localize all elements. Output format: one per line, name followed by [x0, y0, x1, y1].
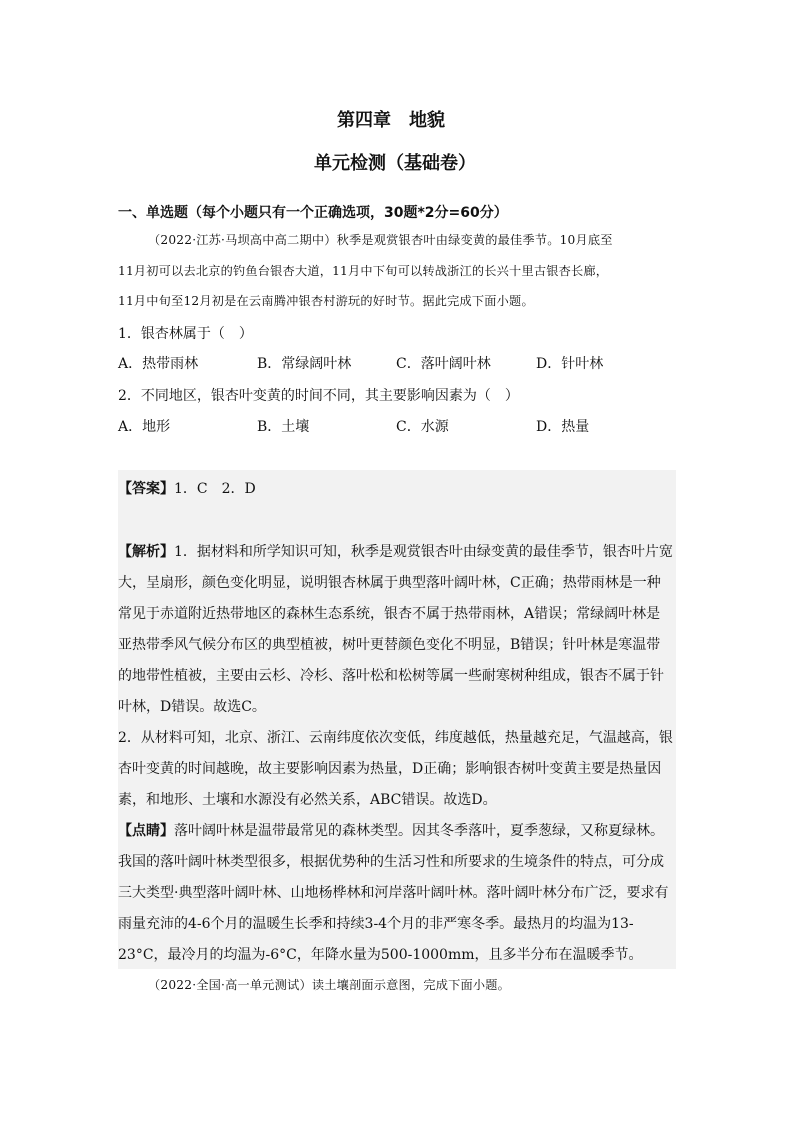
option-b: B．土壤 [257, 419, 310, 435]
analysis-text: 1．据材料和所学知识可知，秋季是观赏银杏叶由绿变黄的最佳季节，银杏叶片宽 [174, 544, 673, 560]
analysis-line: 的地带性植被，主要由云杉、冷杉、落叶松和松树等属一些耐寒树种组成，银杏不属于针 [118, 668, 664, 684]
analysis-line: 大，呈扇形，颜色变化明显，说明银杏林属于典型落叶阔叶林，C正确；热带雨林是一种 [118, 575, 661, 591]
section-heading: 一、单选题（每个小题只有一个正确选项，30题*2分=60分） [118, 205, 508, 221]
chapter-title: 第四章 地貌 [337, 110, 445, 131]
option-a: A．热带雨林 [118, 356, 199, 372]
analysis-line: 素，和地形、土壤和水源没有必然关系，ABC错误。故选D。 [118, 792, 497, 808]
option-a: A．地形 [118, 419, 171, 435]
option-c: C．落叶阔叶林 [396, 356, 491, 372]
analysis-line: 2．从材料可知，北京、浙江、云南纬度依次变低，纬度越低，热量越充足，气温越高，银 [118, 730, 673, 746]
dianjing-line: 三大类型·典型落叶阔叶林、山地杨桦林和河岸落叶阔叶林。落叶阔叶林分布广泛，要求有 [118, 885, 669, 901]
dianjing-line: 我国的落叶阔叶林类型很多，根据优势种的生活习性和所要求的生境条件的特点，可分成 [118, 854, 664, 870]
dianjing-tag: 【点睛】 [118, 823, 174, 839]
material-line: 11月中旬至12月初是在云南腾冲银杏村游玩的好时节。据此完成下面小题。 [118, 294, 534, 308]
option-c: C．水源 [396, 419, 449, 435]
analysis-tag: 【解析】 [118, 544, 174, 560]
material-line: （2022·江苏·马坝高中高二期中）秋季是观赏银杏叶由绿变黄的最佳季节。10月底至 [148, 233, 613, 247]
dianjing-line: 23°C，最冷月的均温为-6°C，年降水量为500-1000mm，且多半分布在温暖季节。 [118, 947, 643, 963]
answer-tag: 【答案】 [118, 481, 174, 497]
material2-line: （2022·全国·高一单元测试）读土壤剖面示意图，完成下面小题。 [148, 978, 511, 992]
option-d: D．针叶林 [536, 356, 604, 372]
analysis-line: 常见于赤道附近热带地区的森林生态系统，银杏不属于热带雨林，A错误；常绿阔叶林是 [118, 606, 661, 622]
analysis-line: 亚热带季风气候分布区的典型植被，树叶更替颜色变化不明显，B错误；针叶林是寒温带 [118, 637, 661, 653]
unit-title: 单元检测（基础卷） [314, 153, 476, 174]
answer-line [118, 478, 256, 498]
analysis-line: 叶林，D错误。故选C。 [118, 699, 266, 715]
dianjing-line [118, 820, 664, 840]
material-line: 11月初可以去北京的钓鱼台银杏大道，11月中下旬可以转战浙江的长兴十里古银杏长廊， [118, 264, 609, 278]
question-stem: 2．不同地区，银杏叶变黄的时间不同，其主要影响因素为（ ） [118, 388, 519, 404]
option-b: B．常绿阔叶林 [257, 356, 352, 372]
answer-text: 1．C 2．D [174, 481, 256, 497]
dianjing-line: 雨量充沛的4-6个月的温暖生长季和持续3-4个月的非严寒冬季。最热月的均温为13- [118, 916, 634, 932]
analysis-line: 杏叶变黄的时间越晚，故主要影响因素为热量，D正确；影响银杏树叶变黄主要是热量因 [118, 761, 662, 777]
question-stem: 1．银杏林属于（ ） [118, 326, 253, 342]
analysis-line [118, 541, 673, 561]
dianjing-text: 落叶阔叶林是温带最常见的森林类型。因其冬季落叶，夏季葱绿，又称夏绿林。 [174, 823, 664, 839]
option-d: D．热量 [536, 419, 590, 435]
